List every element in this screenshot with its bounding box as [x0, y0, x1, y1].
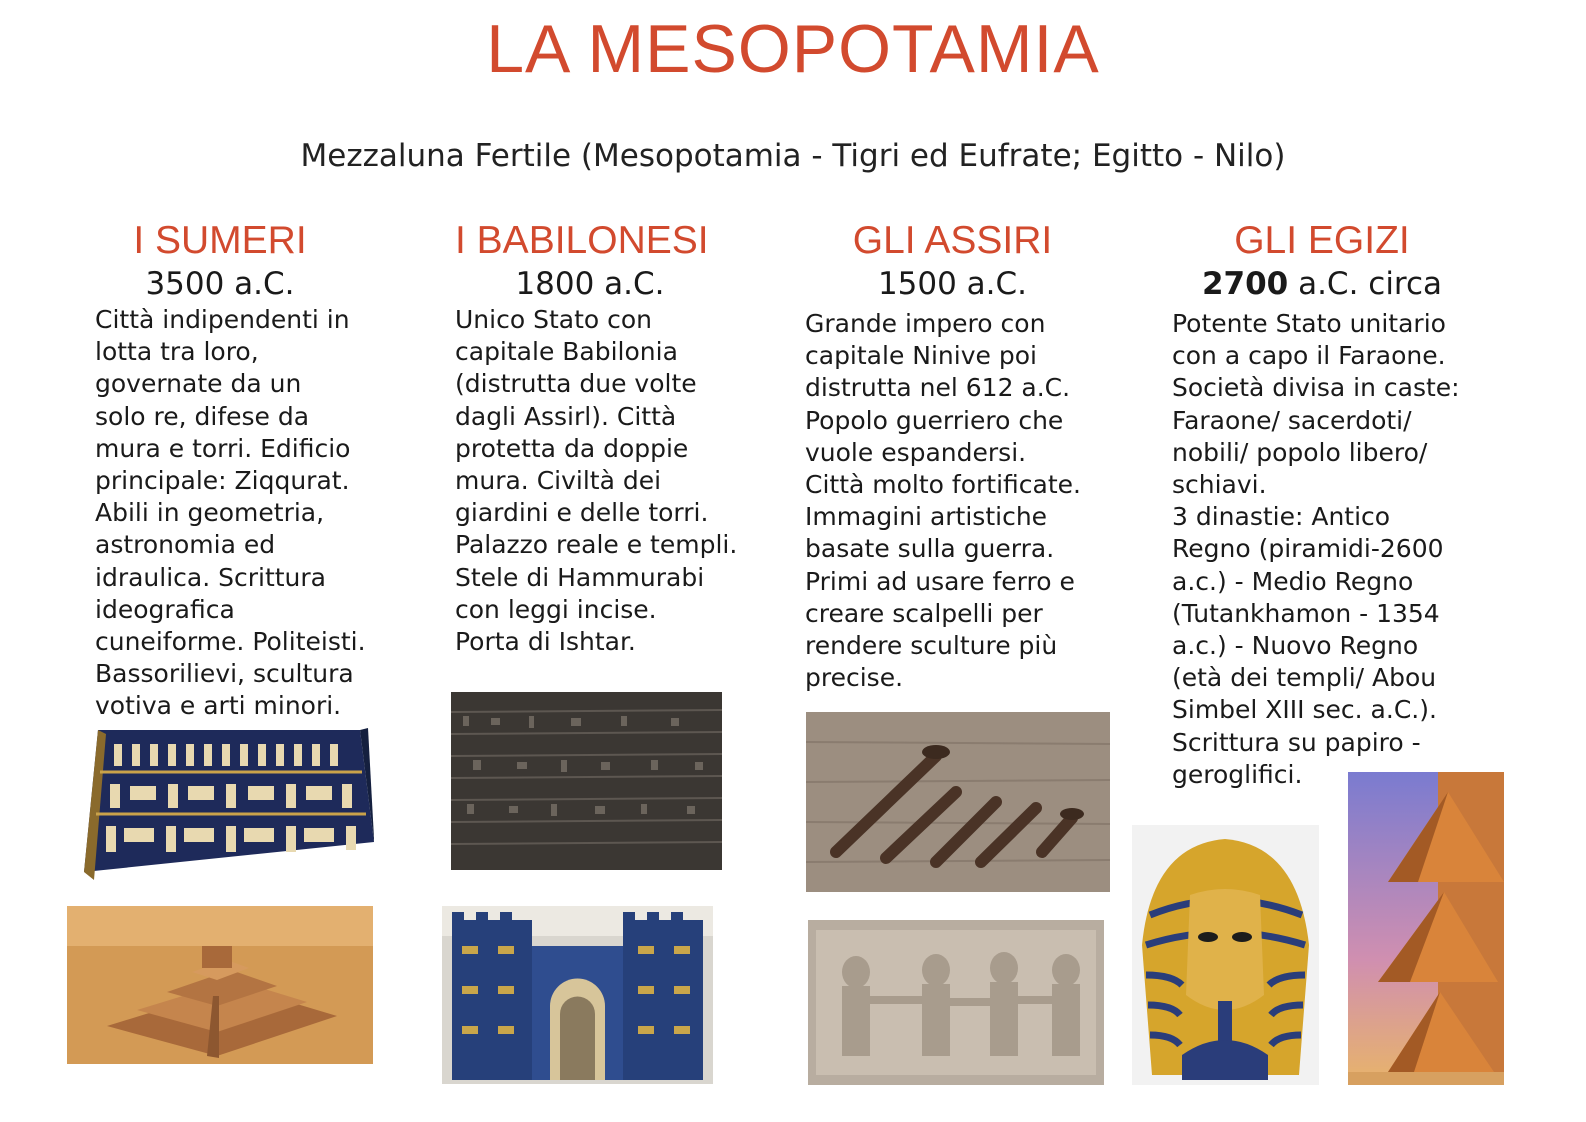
text-line: Unico Stato con [455, 305, 652, 334]
text-line: con a capo il Faraone. [1172, 341, 1446, 371]
standard-of-ur-image [84, 722, 374, 884]
text-line: (Tutankhamon - 1354 [1172, 598, 1440, 628]
text-line: votiva e arti minori. [95, 691, 342, 721]
iron-tools-image [806, 712, 1110, 892]
text-line: Scrittura su papiro - [1172, 727, 1421, 757]
column-text [455, 304, 755, 658]
column-date: 1800 a.C. [515, 266, 665, 302]
text-line: solo re, difese da [95, 401, 310, 431]
text-line: astronomia ed [95, 530, 276, 560]
page-subtitle: Mezzaluna Fertile (Mesopotamia - Tigri ed Eufrate; Egitto - Nilo) [300, 138, 1286, 174]
text-line: dagli Assirl). Città [455, 401, 677, 431]
text-line: Porta di Ishtar. [455, 627, 636, 657]
text-line: Stele di Hammurabi [455, 562, 705, 592]
text-line: mura. Civiltà dei [455, 466, 662, 496]
text-line: Simbel XIII sec. a.C.). [1172, 695, 1437, 725]
text-line: giardini e delle torri. [455, 498, 709, 528]
text-line: geroglifici. [1172, 759, 1303, 789]
text-line: Grande impero con [805, 309, 1046, 338]
text-line: (età dei templi/ Abou [1172, 663, 1437, 693]
text-line: protetta da doppie [455, 433, 689, 463]
text-line: (distrutta due volte [455, 369, 697, 399]
text-line: Popolo guerriero che [805, 405, 1064, 435]
tutankhamun-mask-image [1132, 825, 1319, 1085]
column-date: 3500 a.C. [145, 266, 295, 302]
text-line: Città molto fortificate. [805, 470, 1081, 500]
column-text [1172, 308, 1472, 791]
column-date: 1500 a.C. [877, 266, 1028, 302]
text-line: precise. [805, 663, 904, 693]
text-line: Palazzo reale e templi. [455, 530, 738, 560]
text-line: capitale Babilonia [455, 337, 678, 367]
column-text [805, 308, 1100, 694]
date-suffix: a.C. circa [1288, 266, 1443, 302]
date-year: 2700 [1201, 266, 1289, 302]
text-line: capitale Ninive poi [805, 341, 1037, 371]
column-date [1172, 264, 1472, 304]
text-line: Bassorilievi, scultura [95, 659, 354, 689]
text-line: creare scalpelli per [805, 598, 1043, 628]
text-line: mura e torri. Edificio [95, 433, 351, 463]
text-line: Immagini artistiche [805, 502, 1048, 532]
column-assiri [805, 218, 1100, 694]
page-title: LA MESOPOTAMIA [486, 11, 1100, 87]
text-line: Città indipendenti in [95, 305, 350, 334]
text-line: governate da un [95, 369, 302, 399]
column-egizi [1172, 218, 1472, 791]
assyrian-relief-image [808, 920, 1104, 1085]
column-heading: GLI ASSIRI [852, 219, 1053, 262]
column-text [95, 304, 375, 723]
text-line: cuneiforme. Politeisti. [95, 627, 366, 657]
text-line: ideografica [95, 594, 235, 624]
ishtar-gate-image [442, 906, 713, 1084]
pyramids-image [1348, 772, 1504, 1085]
text-line: Regno (piramidi-2600 [1172, 534, 1444, 564]
text-line: distrutta nel 612 a.C. [805, 373, 1071, 403]
text-line: principale: Ziqqurat. [95, 466, 350, 496]
text-line: Potente Stato unitario [1172, 309, 1446, 338]
column-sumeri [95, 218, 375, 723]
text-line: Società divisa in caste: [1172, 373, 1460, 403]
column-heading: I BABILONESI [455, 219, 709, 262]
column-heading: I SUMERI [133, 219, 307, 262]
text-line: a.c.) - Nuovo Regno [1172, 631, 1419, 661]
ziggurat-image [67, 906, 373, 1064]
text-line: nobili/ popolo libero/ [1172, 437, 1428, 467]
text-line: rendere sculture più [805, 631, 1058, 661]
text-line: idraulica. Scrittura [95, 562, 326, 592]
text-line: a.c.) - Medio Regno [1172, 566, 1414, 596]
column-heading: GLI EGIZI [1234, 219, 1410, 262]
text-line: schiavi. [1172, 470, 1267, 500]
text-line: con leggi incise. [455, 594, 657, 624]
text-line: Faraone/ sacerdoti/ [1172, 405, 1412, 435]
hammurabi-stele-image [451, 692, 722, 870]
text-line: Abili in geometria, [95, 498, 325, 528]
column-babilonesi [455, 218, 755, 658]
text-line: Primi ad usare ferro e [805, 566, 1075, 596]
text-line: 3 dinastie: Antico [1172, 502, 1391, 532]
text-line: basate sulla guerra. [805, 534, 1055, 564]
text-line: vuole espandersi. [805, 437, 1027, 467]
text-line: lotta tra loro, [95, 337, 259, 367]
